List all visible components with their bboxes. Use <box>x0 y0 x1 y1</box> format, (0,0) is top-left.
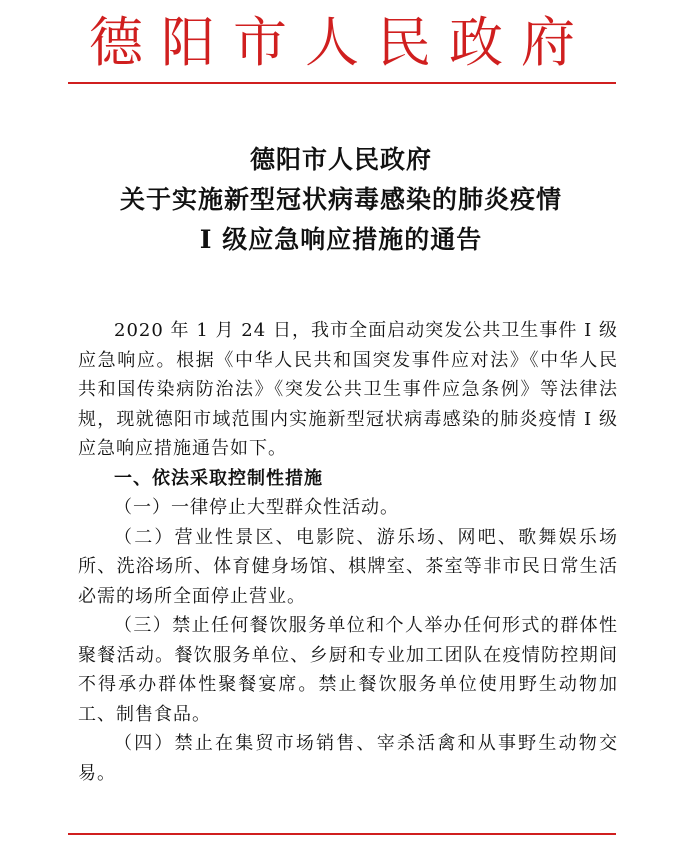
notice-body <box>78 316 618 788</box>
notice-title <box>0 140 682 260</box>
measure-item-1: （一）一律停止大型群众性活动。 <box>114 497 399 518</box>
government-masthead: 德阳市人民政府 <box>89 11 593 74</box>
intro-paragraph: 2020 年 1 月 24 日，我市全面启动突发公共卫生事件 I 级应急响应。根据《中华人民共和国突发事件应对法》《中华人民共和国传染病防治法》《突发公共卫生事件应急条例》等法律法规，现就德阳市域范围内实施新型冠状病毒感染的肺炎疫情 I 级应急响应措施通告如下。 <box>78 320 618 459</box>
measure-item-4: （四）禁止在集贸市场销售、宰杀活禽和从事野生动物交易。 <box>78 733 618 784</box>
measure-item-3: （三）禁止任何餐饮服务单位和个人举办任何形式的群体性聚餐活动。餐饮服务单位、乡厨和专业加工团队在疫情防控期间不得承办群体性聚餐宴席。禁止餐饮服务单位使用野生动物加工、制售食品。 <box>78 615 618 725</box>
measure-item-2: （二）营业性景区、电影院、游乐场、网吧、歌舞娱乐场所、洗浴场所、体育健身场馆、棋牌室、茶室等非市民日常生活必需的场所全面停止营业。 <box>78 526 618 607</box>
title-line-3: I 级应急响应措施的通告 <box>199 225 483 254</box>
title-line-2: 关于实施新型冠状病毒感染的肺炎疫情 <box>119 185 562 214</box>
section-heading: 一、依法采取控制性措施 <box>114 467 323 489</box>
masthead-red-rule <box>68 82 616 84</box>
bottom-red-rule <box>68 833 616 835</box>
title-line-1: 德阳市人民政府 <box>249 145 432 174</box>
